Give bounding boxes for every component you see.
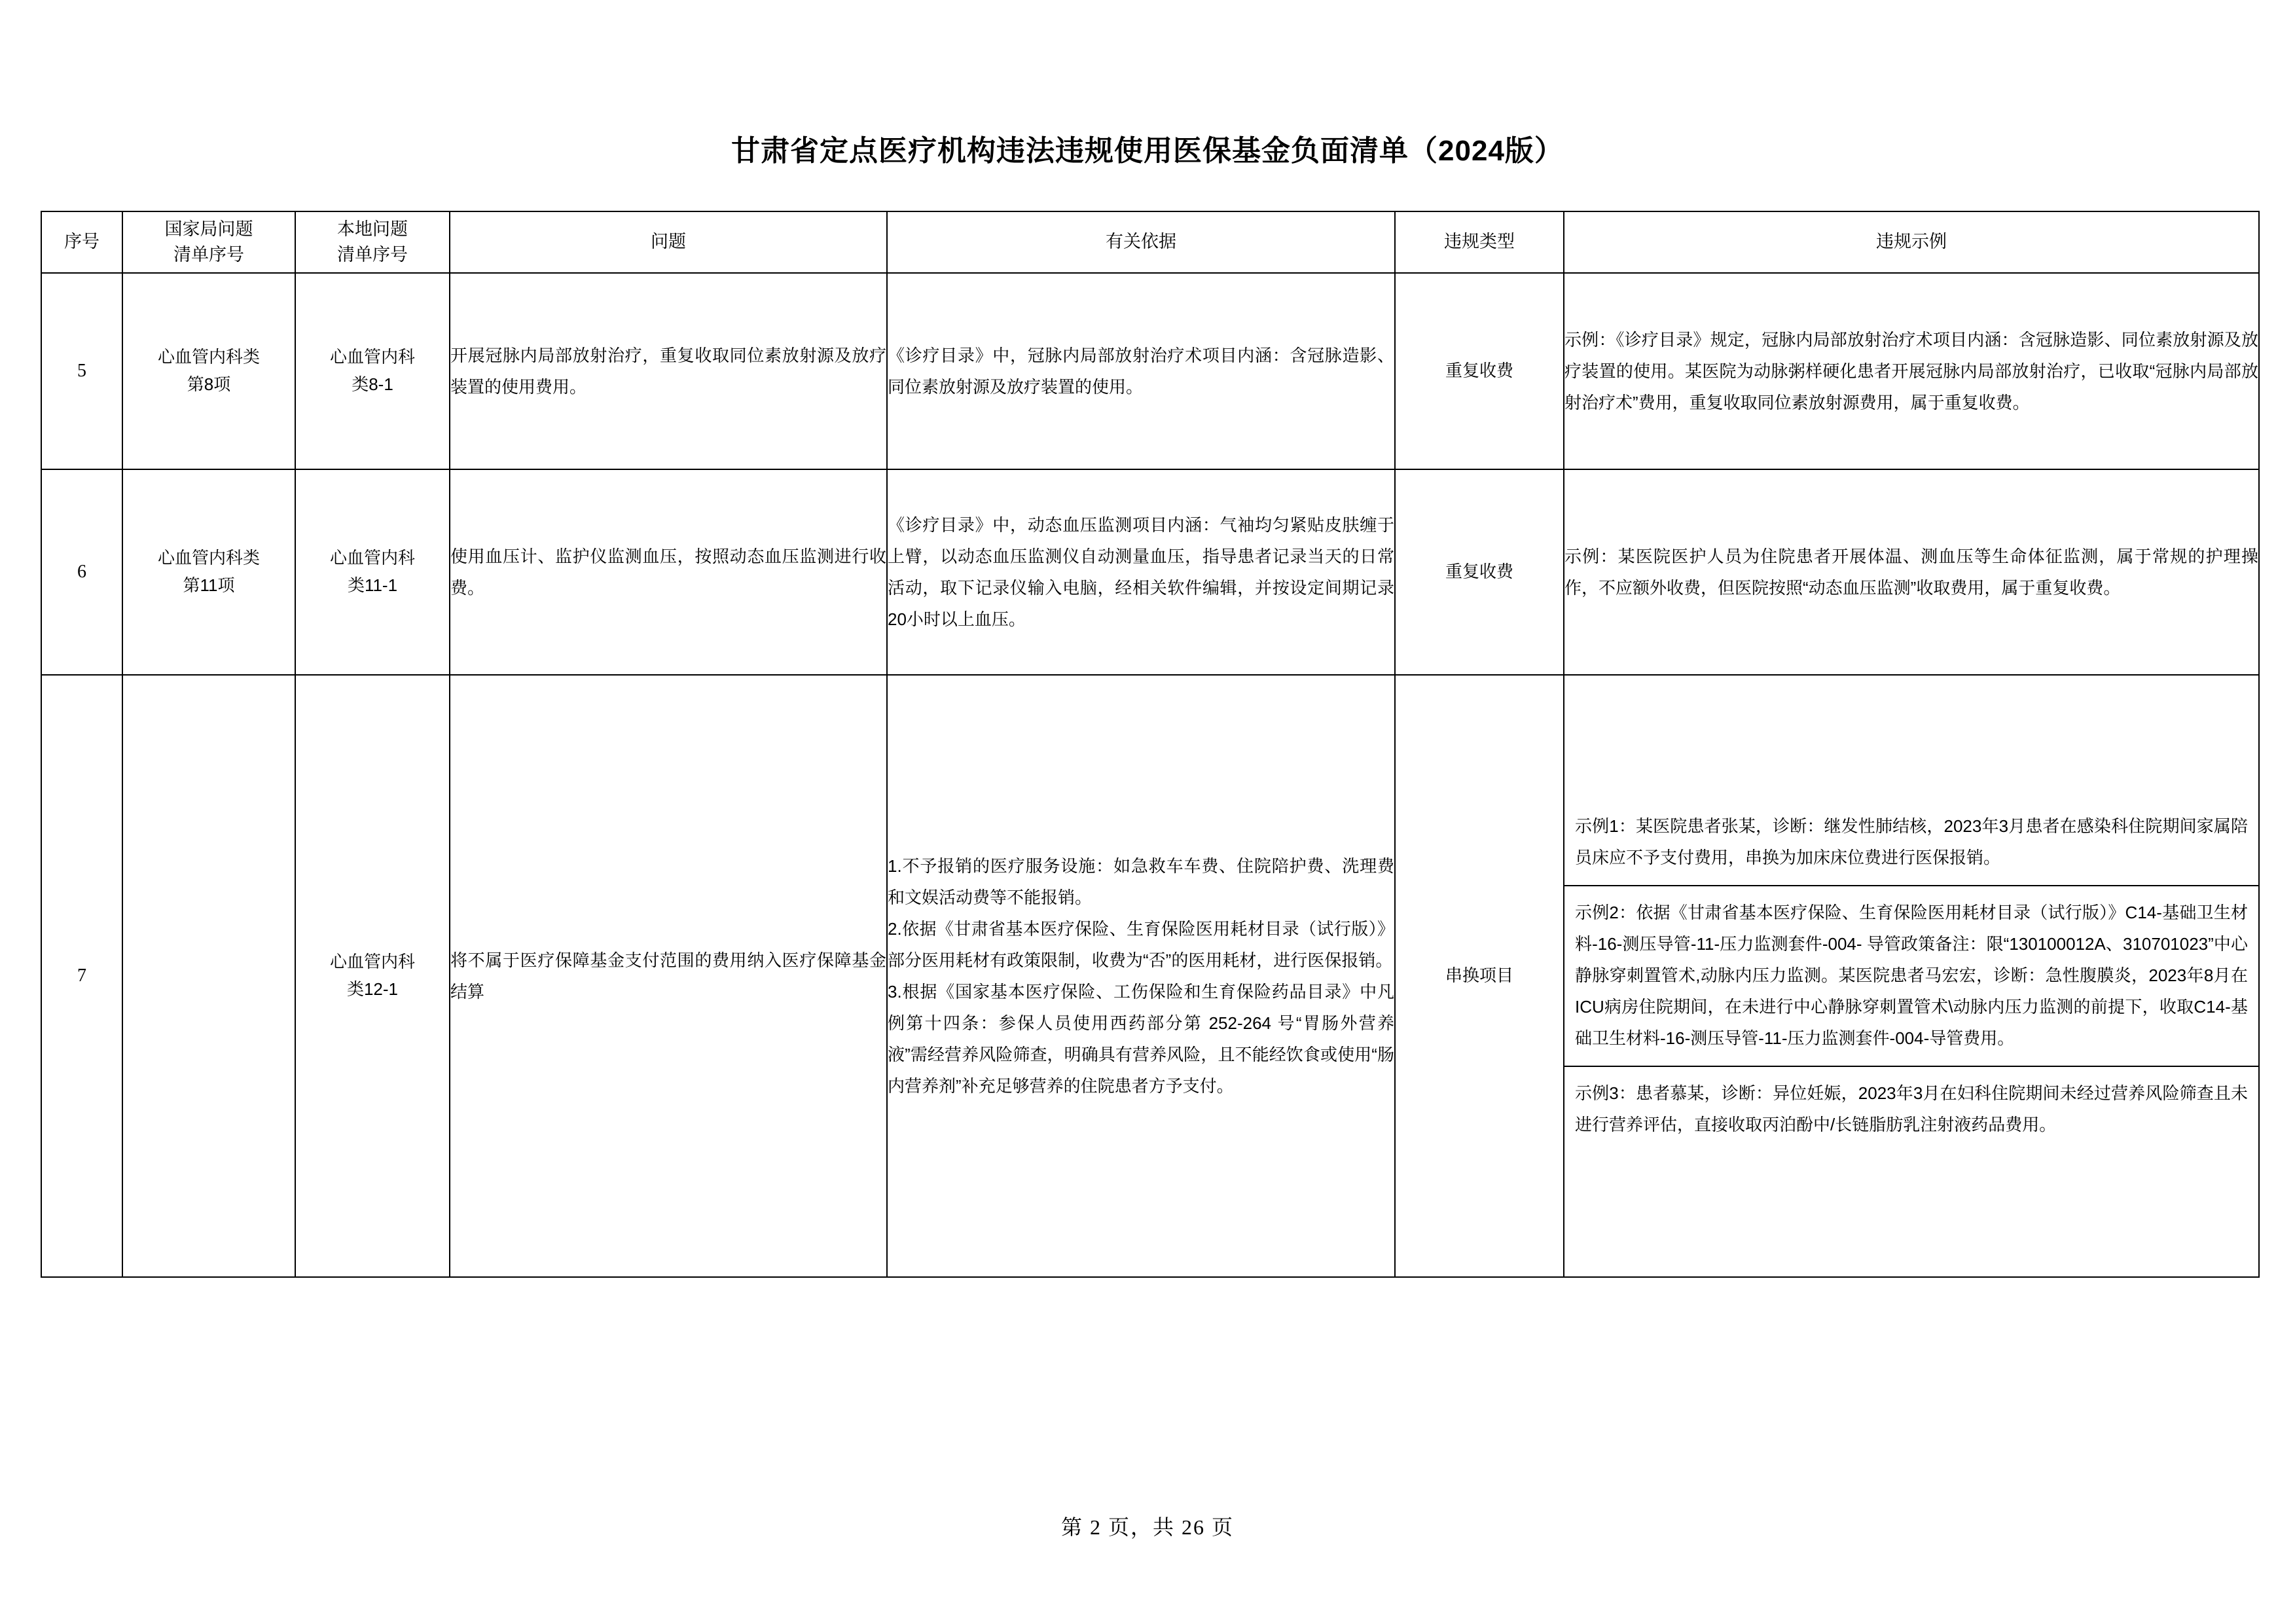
- table-header-row: [41, 211, 2259, 273]
- basis-item: 2.依据《甘肃省基本医疗保险、生育保险医用耗材目录（试行版）》部分医用耗材有政策限制，收费为“否”的医用耗材，进行医保报销。: [888, 918, 1394, 970]
- cell-national-seq-line1: 心血管内科类: [157, 347, 260, 367]
- table-row: [41, 675, 2259, 1277]
- cell-basis: 《诊疗目录》中，冠脉内局部放射治疗术项目内涵：含冠脉造影、同位素放射源及放疗装置的使用。: [887, 273, 1395, 469]
- violation-example-item: 示例1：某医院患者张某，诊断：继发性肺结核，2023年3月患者在感染科住院期间家属陪员床应不予支付费用，串换为加床床位费进行医保报销。: [1564, 800, 2258, 886]
- cell-local-seq-line1: 心血管内科: [329, 548, 415, 568]
- cell-violation-type: 重复收费: [1395, 273, 1564, 469]
- cell-national-seq: [122, 675, 295, 1277]
- column-header-basis: 有关依据: [887, 211, 1395, 273]
- cell-problem: 使用血压计、监护仪监测血压，按照动态血压监测进行收费。: [450, 469, 887, 675]
- page-title: 甘肃省定点医疗机构违法违规使用医保基金负面清单（2024版）: [731, 135, 1564, 167]
- cell-basis: [887, 675, 1395, 1277]
- cell-violation-type: 串换项目: [1395, 675, 1564, 1277]
- column-header-violation-type: 违规类型: [1395, 211, 1564, 273]
- cell-problem: 开展冠脉内局部放射治疗，重复收取同位素放射源及放疗装置的使用费用。: [450, 273, 887, 469]
- cell-national-seq-line2: 第11项: [183, 575, 235, 595]
- cell-local-seq: [295, 273, 450, 469]
- cell-local-seq-line2: 类8-1: [352, 374, 393, 394]
- column-header-violation-example: 违规示例: [1564, 211, 2259, 273]
- cell-national-seq: [122, 469, 295, 675]
- column-header-local-seq: [295, 211, 450, 273]
- cell-local-seq-line1: 心血管内科: [329, 347, 415, 367]
- cell-local-seq-line2: 类11-1: [347, 575, 398, 595]
- cell-local-seq: [295, 675, 450, 1277]
- column-header-problem: 问题: [450, 211, 887, 273]
- cell-violation-example: [1564, 675, 2259, 1277]
- cell-basis: 《诊疗目录》中，动态血压监测项目内涵：气袖均匀紧贴皮肤缠于上臂，以动态血压监测仪自动测量血压，指导患者记录当天的日常活动，取下记录仪输入电脑，经相关软件编辑，并按设定间期记录20小时以上血压。: [887, 469, 1395, 675]
- column-header-national-seq-line1: 国家局问题: [164, 219, 253, 239]
- cell-violation-type: 重复收费: [1395, 469, 1564, 675]
- cell-local-seq-line1: 心血管内科: [329, 952, 415, 972]
- table-row: [41, 273, 2259, 469]
- column-header-local-seq-line2: 清单序号: [337, 245, 408, 264]
- cell-violation-example: 示例：《诊疗目录》规定，冠脉内局部放射治疗术项目内涵：含冠脉造影、同位素放射源及放疗装置的使用。某医院为动脉粥样硬化患者开展冠脉内局部放射治疗，已收取“冠脉内局部放射治疗术”费用，重复收取同位素放射源费用，属于重复收费。: [1564, 273, 2259, 469]
- cell-local-seq: [295, 469, 450, 675]
- cell-local-seq-line2: 类12-1: [346, 979, 399, 999]
- column-header-seq: 序号: [41, 211, 122, 273]
- cell-seq: 5: [41, 273, 122, 469]
- column-header-local-seq-line1: 本地问题: [337, 219, 408, 239]
- basis-item: 1.不予报销的医疗服务设施：如急救车车费、住院陪护费、洗理费和文娱活动费等不能报销。: [888, 856, 1394, 907]
- cell-seq: 7: [41, 675, 122, 1277]
- table-body: [41, 273, 2259, 1277]
- table-header: [41, 211, 2259, 273]
- basis-item: 3.根据《国家基本医疗保险、工伤保险和生育保险药品目录》中凡例第十四条：参保人员使用西药部分第 252-264 号“胃肠外营养液”需经营养风险筛查，明确具有营养风险，且不能经饮食或使用“肠内营养剂”补充足够营养的住院患者方予支付。: [888, 982, 1394, 1096]
- violation-example-item: 示例3：患者慕某，诊断：异位妊娠，2023年3月在妇科住院期间未经过营养风险筛查且未进行营养评估，直接收取丙泊酚中/长链脂肪乳注射液药品费用。: [1575, 1083, 2248, 1135]
- column-header-national-seq-line2: 清单序号: [173, 245, 244, 264]
- cell-seq: 6: [41, 469, 122, 675]
- cell-problem: 将不属于医疗保障基金支付范围的费用纳入医疗保障基金结算: [450, 675, 887, 1277]
- negative-list-table: [41, 211, 2260, 1278]
- table-row: [41, 469, 2259, 675]
- cell-violation-example: 示例：某医院医护人员为住院患者开展体温、测血压等生命体征监测，属于常规的护理操作，不应额外收费，但医院按照“动态血压监测”收取费用，属于重复收费。: [1564, 469, 2259, 675]
- violation-example-item: 示例2：依据《甘肃省基本医疗保险、生育保险医用耗材目录（试行版）》C14-基础卫生材料-16-测压导管-11-压力监测套件-004- 导管政策备注：限“130100012A、310701023”中心静脉穿刺置管术,动脉内压力监测。某医院患者马宏宏，诊断：急性腹膜炎，2023年8月在ICU病房住院期间，在未进行中心静脉穿刺置管术\动脉内压力监测的前提下，收取C14-基础卫生材料-16-测压导管-11-压力监测套件-004-导管费用。: [1564, 886, 2258, 1067]
- page-footer: 第 2 页，共 26 页: [1060, 1515, 1234, 1539]
- cell-national-seq: [122, 273, 295, 469]
- cell-national-seq-line1: 心血管内科类: [157, 548, 260, 568]
- column-header-national-seq: [122, 211, 295, 273]
- cell-national-seq-line2: 第8项: [187, 374, 231, 394]
